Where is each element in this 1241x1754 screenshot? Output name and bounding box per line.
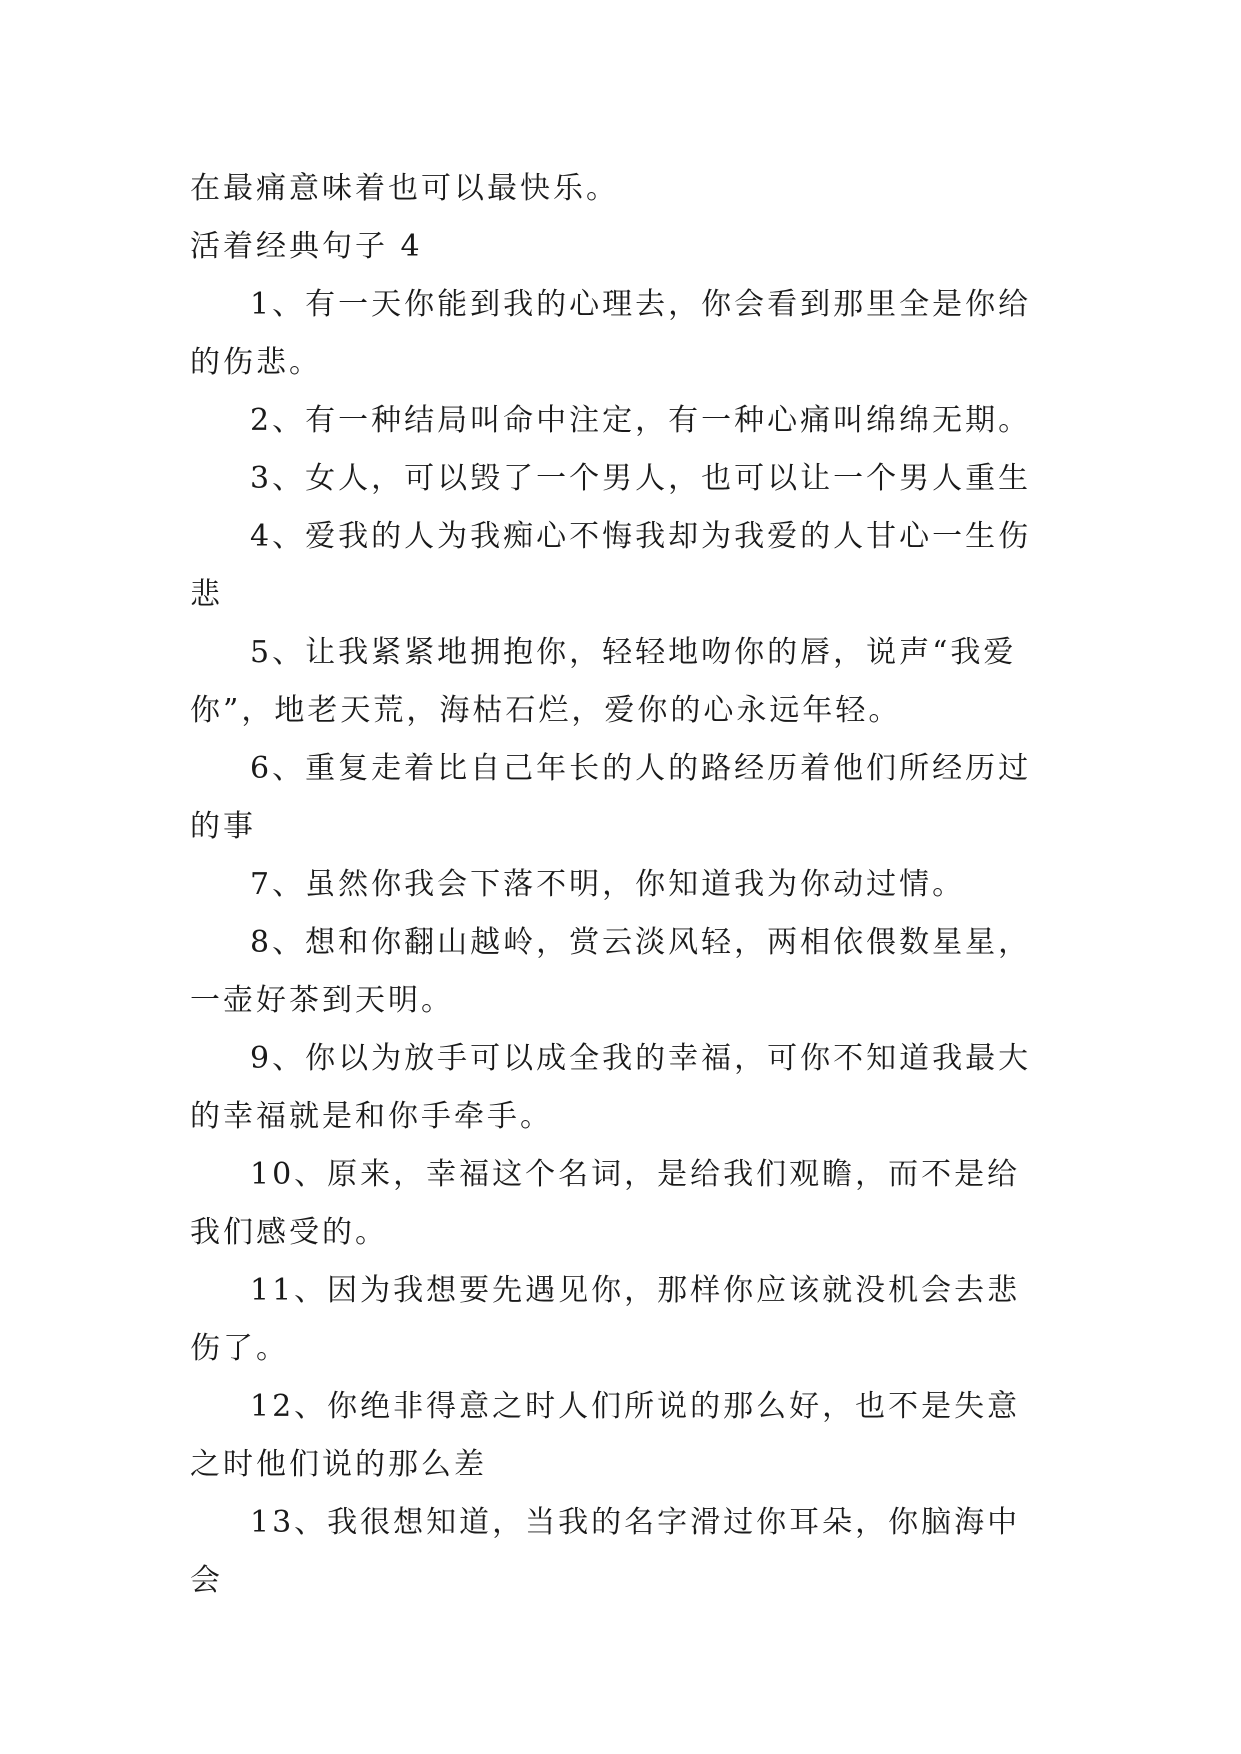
list-item-6: 6、重复走着比自己年长的人的路经历着他们所经历过的事 [190,751,1032,844]
lead-line: 在最痛意味着也可以最快乐。 [190,171,619,206]
list-item-7: 7、虽然你我会下落不明，你知道我为你动过情。 [250,867,966,902]
list-item-4: 4、爱我的人为我痴心不悔我却为我爱的人甘心一生伤悲 [190,519,1032,612]
document-body [190,160,1050,1610]
list-item-1: 1、有一天你能到我的心理去，你会看到那里全是你给的伤悲。 [190,287,1032,380]
list-item-3: 3、女人，可以毁了一个男人，也可以让一个男人重生 [250,461,1032,496]
list-item-10: 10、原来，幸福这个名词，是给我们观瞻，而不是给我们感受的。 [190,1157,1021,1250]
list-item-11: 11、因为我想要先遇见你，那样你应该就没机会去悲伤了。 [190,1273,1021,1366]
section-title: 活着经典句子 4 [190,229,423,264]
list-item-9: 9、你以为放手可以成全我的幸福，可你不知道我最大的幸福就是和你手牵手。 [190,1041,1032,1134]
list-item-2: 2、有一种结局叫命中注定，有一种心痛叫绵绵无期。 [250,403,1032,438]
list-item-5: 5、让我紧紧地拥抱你，轻轻地吻你的唇，说声“我爱你”，地老天荒，海枯石烂，爱你的心永远年轻。 [190,635,1017,728]
list-item-12: 12、你绝非得意之时人们所说的那么好，也不是失意之时他们说的那么差 [190,1389,1021,1482]
list-item-8: 8、想和你翻山越岭，赏云淡风轻，两相依偎数星星，一壶好茶到天明。 [190,925,1032,1018]
list-item-13: 13、我很想知道，当我的名字滑过你耳朵，你脑海中会 [190,1505,1021,1598]
